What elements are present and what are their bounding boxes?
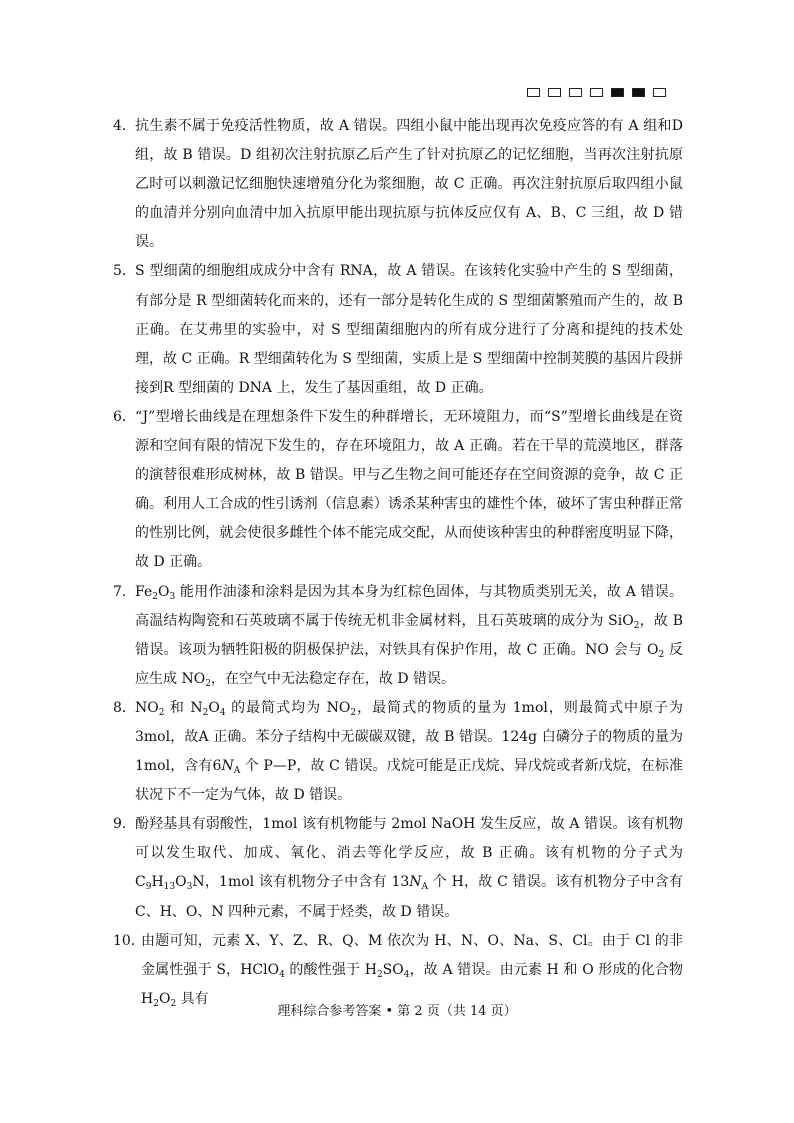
header-mark	[548, 88, 561, 97]
header-mark	[569, 88, 582, 97]
answer-item-8	[113, 694, 683, 810]
answer-number: 5．	[113, 263, 136, 280]
answer-list	[113, 112, 683, 1014]
answer-text: 酚羟基具有弱酸性，1mol 该有机物能与 2mol NaOH 发生反应，故 A 错误。该有机物可以发生取代、加成、氧化、消去等化学反应，故 B 正确。该有机物的分子式为 $C_9H_{13}O_3N$，1mol 该有机物分子中含有 $13N_A$ 个 H，故 C 错误。该有机物分子中含有 C、H、O、N 四种元素，不属于烃类，故 D 错误。	[135, 816, 683, 920]
header-marks	[527, 88, 666, 97]
answer-text: S 型细菌的细胞组成成分中含有 RNA，故 A 错误。在该转化实验中产生的 S 型细菌，有部分是 R 型细菌转化而来的，还有一部分是转化生成的 S 型细菌繁殖而产生的，故 B 正确。在艾弗里的实验中，对 S 型细菌细胞内的所有成分进行了分离和提纯的技术处理，故 C 正确。R 型细菌转化为 S 型细菌，实质上是 S 型细菌中控制荚膜的基因片段拼接到R 型细菌的 DNA 上，发生了基因重组，故 D 正确。	[135, 263, 683, 396]
header-mark	[653, 88, 666, 97]
answer-number: 7．	[113, 583, 136, 600]
answer-number: 10．	[113, 932, 145, 949]
answer-text: “J”型增长曲线是在理想条件下发生的种群增长，无环境阻力，而“S”型增长曲线是在资源和空间有限的情况下发生的，存在环境阻力，故 A 正确。若在干旱的荒漠地区，群落的演替很难形成树林，故 B 错误。甲与乙生物之间可能还存在空间资源的竞争，故 C 正确。利用人工合成的性引诱剂（信息素）诱杀某种害虫的雄性个体，破坏了害虫种群正常的性别比例，就会使很多雌性个体不能完成交配，从而使该种害虫的种群密度明显下降，故 D 正确。	[135, 408, 683, 571]
answer-text: $Fe_2O_3$ 能用作油漆和涂料是因为其本身为红棕色固体，与其物质类别无关，故 A 错误。高温结构陶瓷和石英玻璃不属于传统无机非金属材料，且石英玻璃的成分为 SiO$_2$，故 B 错误。该项为牺牲阳极的阴极保护法，对铁具有保护作用，故 C 正确。NO 会与 $O_2$ 反应生成 $NO_2$，在空气中无法稳定存在，故 D 错误。	[135, 583, 683, 689]
header-mark	[527, 88, 540, 97]
answer-text: 抗生素不属于免疫活性物质，故 A 错误。四组小鼠中能出现再次免疫应答的有 A 组和D 组，故 B 错误。D 组初次注射抗原乙后产生了针对抗原乙的记忆细胞，当再次注射抗原乙时可以刺激记忆细胞快速增殖分化为浆细胞，故 C 正确。再次注射抗原后取四组小鼠的血清并分别向血清中加入抗原甲能出现抗原与抗体反应仅有 A、B、C 三组，故 D 错误。	[135, 118, 683, 251]
answer-number: 9．	[113, 816, 136, 833]
answer-text: $NO_2$ 和 $N_2O_4$ 的最简式均为 $NO_2$，最简式的物质的量为 1mol，则最简式中原子为 3mol，故A 正确。苯分子结构中无碳碳双键，故 B 错误。124g 白磷分子的物质的量为 1mol，含有$6N_A$ 个 P—P，故 C 错误。戊烷可能是正戊烷、异戊烷或者新戊烷，在标准状况下不一定为气体，故 D 错误。	[135, 699, 683, 804]
header-mark	[590, 88, 603, 97]
answer-item-5	[113, 257, 683, 402]
answer-item-4	[113, 112, 683, 257]
answer-number: 4．	[113, 118, 136, 134]
answer-item-9	[113, 810, 683, 926]
header-mark	[611, 88, 624, 97]
answer-number: 6．	[113, 408, 136, 425]
header-mark	[632, 88, 645, 97]
answer-item-6	[113, 403, 683, 578]
answer-item-7	[113, 578, 683, 694]
answer-number: 8．	[113, 699, 136, 716]
answer-text: 由题可知，元素 X、Y、Z、R、Q、M 依次为 H、N、O、Na、S、Cl。由于 Cl 的非金属性强于 S，HClO$_4$ 的酸性强于 $H_2SO_4$，故 A 错误。由元素 H 和 O 形成的化合物 $H_2O_2$ 具有	[141, 932, 684, 1009]
page-footer: 理科综合参考答案 • 第 2 页（共 14 页）	[277, 1004, 517, 1019]
